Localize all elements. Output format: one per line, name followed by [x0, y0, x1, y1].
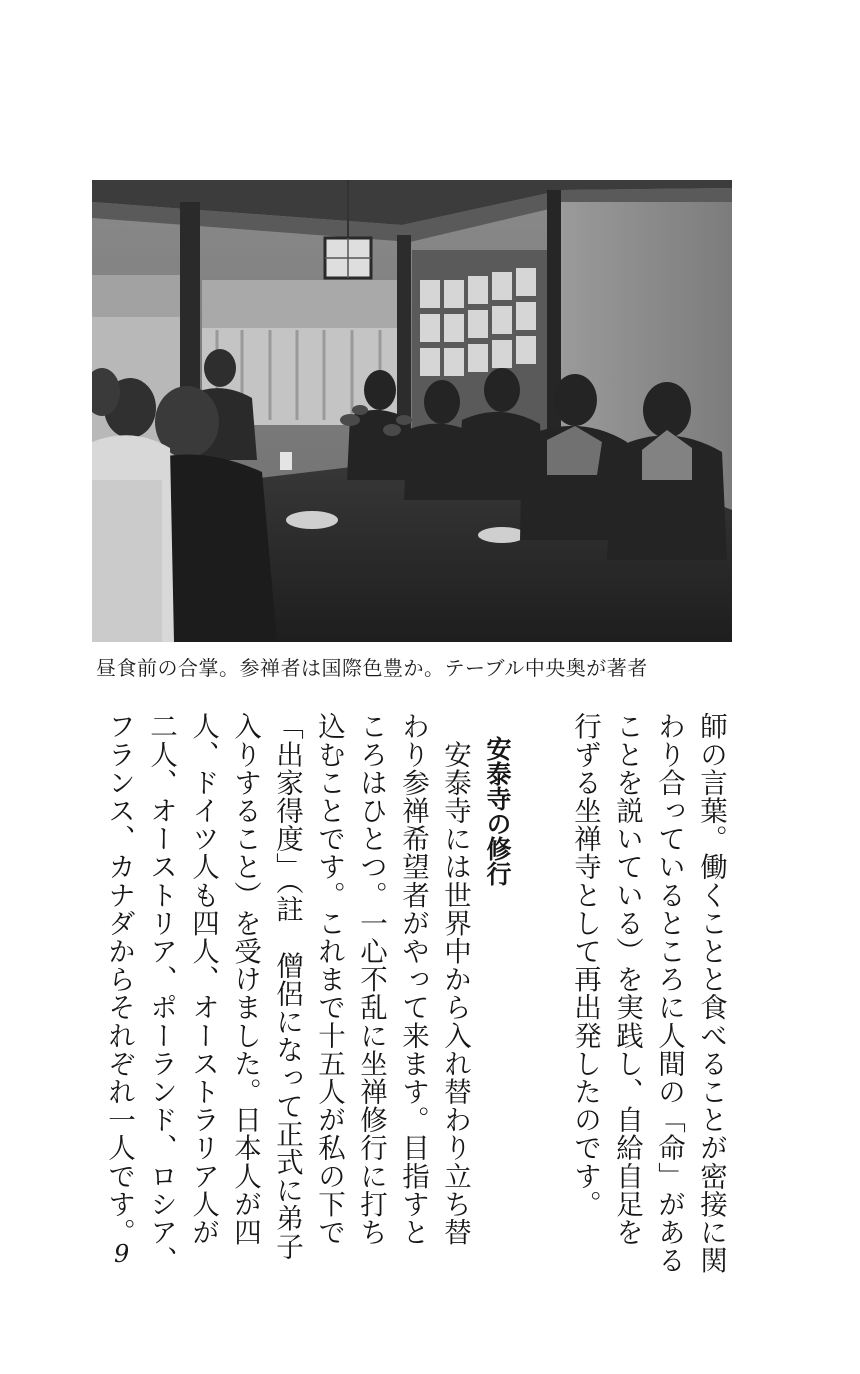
body-line: 師の言葉。働くことと食べることが密接に関	[695, 712, 727, 1274]
body-line: 入りすること）を受けました。日本人が四	[229, 712, 261, 1246]
body-line: ことを説いている）を実践し、自給自足を	[611, 712, 643, 1246]
body-line: フランス、カナダからそれぞれ一人です。	[103, 712, 135, 1246]
body-line: ころはひとつ。一心不乱に坐禅修行に打ち	[355, 712, 387, 1246]
meal-photo	[92, 180, 732, 642]
body-line: 二人、オーストリア、ポーランド、ロシア、	[145, 712, 177, 1274]
body-line: わり合っているところに人間の「命」がある	[653, 712, 685, 1274]
body-line: 行ずる坐禅寺として再出発したのです。	[569, 712, 601, 1218]
body-line: わり参禅希望者がやって来ます。目指すと	[397, 712, 429, 1246]
section-heading: 安泰寺の修行	[483, 736, 512, 886]
page-number: 9	[114, 1240, 130, 1268]
body-line: 人、ドイツ人も四人、オーストラリア人が	[187, 712, 219, 1246]
photo-caption: 昼食前の合掌。参禅者は国際色豊か。テーブル中央奥が著者	[96, 656, 648, 680]
body-line: 安泰寺には世界中から入れ替わり立ち替	[439, 712, 471, 1246]
body-line: 「出家得度」（註 僧侶になって正式に弟子	[271, 712, 303, 1261]
body-line: 込むことです。これまで十五人が私の下で	[313, 712, 345, 1246]
